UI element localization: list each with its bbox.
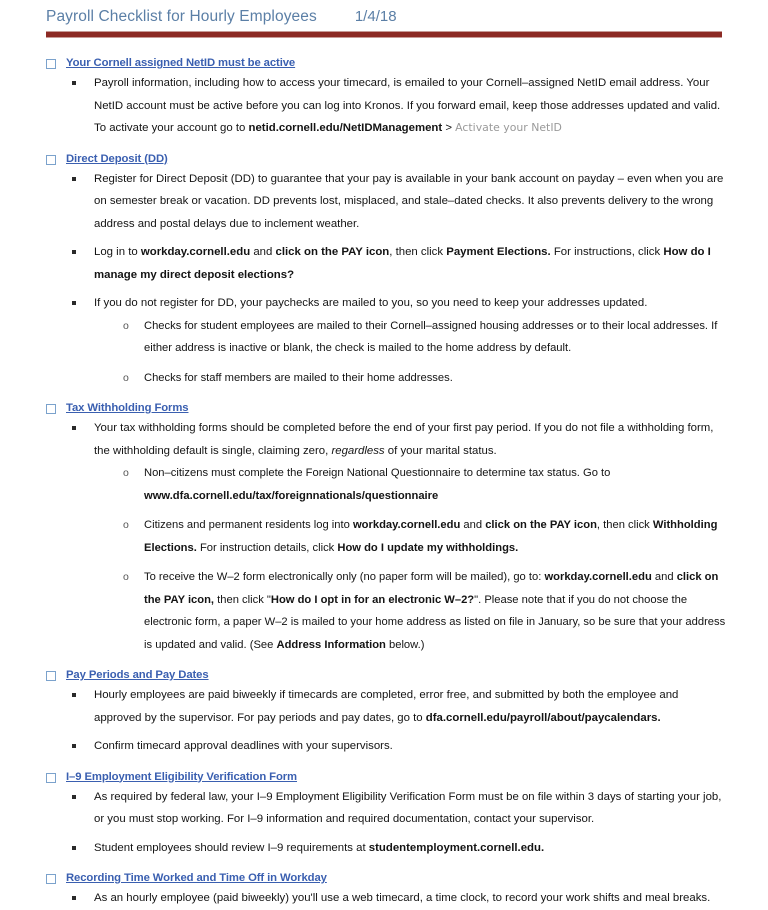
bullet-item [72,72,728,140]
bullet-item [72,168,728,236]
section-header-netid [40,56,728,71]
checklist-section-i9-form [40,770,728,860]
bullet-text: If you do not register for DD, your paychecks are mailed to you, so you need to keep your addresses updated. [94,297,648,309]
document-title: Payroll Checklist for Hourly Employees [46,8,317,25]
sub-bullet-list [94,315,728,390]
sub-bullet-text: Non–citizens must complete the Foreign National Questionnaire to determine tax status. Go to www.dfa.cornell.edu/tax/foreignnationals/questionnaire [144,467,611,502]
bullet-list-i9-form [40,786,728,860]
section-header-tax-withholding [40,401,728,416]
document-header [0,0,768,26]
bullet-item [72,735,728,758]
checklist-body [0,38,768,910]
checklist-section-netid [40,56,728,140]
bullet-item [72,786,728,831]
section-title-recording-time[interactable]: Recording Time Worked and Time Off in Workday [66,872,327,884]
bullet-list-tax-withholding [40,417,728,656]
checkbox-i9-form[interactable] [46,773,56,783]
section-title-i9-form[interactable]: I–9 Employment Eligibility Verification Form [66,770,298,783]
section-header-i9-form [40,770,728,785]
bullet-text: Your tax withholding forms should be completed before the end of your first pay period. If you do not file a withholding form, the withholding default is single, claiming zero, regardless of your marital status. [94,422,714,457]
sub-bullet-item [122,367,728,390]
bullet-list-direct-deposit [40,168,728,390]
checkbox-netid[interactable] [46,59,56,69]
checkbox-pay-periods[interactable] [46,671,56,681]
section-title-pay-periods[interactable]: Pay Periods and Pay Dates [66,669,209,681]
bullet-text: Register for Direct Deposit (DD) to guarantee that your pay is available in your bank account on payday – even when you are on semester break or vacation. DD prevents lost, misplaced, and stale–dated checks. It also prevents delivery to the wrong address and postal delays due to inclement weather. [94,172,724,230]
bullet-item [72,292,728,389]
bullet-item [72,837,728,860]
document-date: 1/4/18 [354,8,397,25]
bullet-text: Hourly employees are paid biweekly if timecards are completed, error free, and submitted by both the employee and approved by the supervisor. For pay periods and pay dates, go to dfa.cornell.edu/payroll/about/paycalendars. [94,689,679,724]
bullet-item [72,887,728,910]
bullet-text: As an hourly employee (paid biweekly) you'll use a web timecard, a time clock, to record your work shifts and meal breaks. [94,892,711,904]
bullet-item [72,241,728,286]
bullet-list-pay-periods [40,684,728,758]
bullet-text: Student employees should review I–9 requirements at studentemployment.cornell.edu. [94,841,545,854]
sub-bullet-text: Checks for student employees are mailed to their Cornell–assigned housing addresses or to their local addresses. If either address is inactive or blank, the check is mailed to the home address by default. [144,319,718,354]
checklist-sections [40,56,728,910]
checkbox-direct-deposit[interactable] [46,155,56,165]
section-title-direct-deposit[interactable]: Direct Deposit (DD) [66,152,168,165]
checklist-section-direct-deposit [40,152,728,390]
bullet-item [72,417,728,656]
bullet-text: As required by federal law, your I–9 Employment Eligibility Verification Form must be on file within 3 days of starting your job, or you must stop working. For I–9 information and required documentation, contact your supervisor. [94,790,722,825]
section-header-direct-deposit [40,152,728,167]
section-title-netid[interactable]: Your Cornell assigned NetID must be active [66,57,296,69]
bullet-list-netid [40,72,728,140]
sub-bullet-text: Citizens and permanent residents log into workday.cornell.edu and click on the PAY icon, then click Withholding Elections. For instruction details, click How do I update my withholdings. [144,519,718,554]
sub-bullet-item [122,315,728,360]
checkbox-recording-time[interactable] [46,874,56,884]
sub-bullet-item [122,566,728,656]
bullet-text: Confirm timecard approval deadlines with your supervisors. [94,740,393,752]
sub-bullet-list [94,462,728,656]
bullet-item [72,684,728,729]
checklist-section-tax-withholding [40,401,728,656]
sub-bullet-text: Checks for staff members are mailed to their home addresses. [144,371,453,384]
checklist-section-recording-time [40,871,728,910]
sub-bullet-item [122,462,728,507]
document-header-row [46,8,722,26]
bullet-text: Log in to workday.cornell.edu and click on the PAY icon, then click Payment Elections. For instructions, click How do I manage my direct deposit elections? [94,246,711,281]
header-divider-rule [46,31,722,38]
sub-bullet-item [122,514,728,559]
bullet-list-recording-time [40,887,728,910]
section-title-tax-withholding[interactable]: Tax Withholding Forms [66,402,189,414]
section-header-pay-periods [40,668,728,683]
sub-bullet-text: To receive the W–2 form electronically only (no paper form will be mailed), go to: workday.cornell.edu and click on the PAY icon, then click "How do I opt in for an electronic W–2?". Please note that if you do not choose the electronic form, a paper W–2 is mailed to your home address as listed on file in January, so be sure that your address is updated and valid. (See Address Information below.) [144,571,726,651]
checkbox-tax-withholding[interactable] [46,404,56,414]
bullet-text: Payroll information, including how to access your timecard, is emailed to your Cornell–assigned NetID email address. Your NetID account must be active before you can log into Kronos. If you forward email, keep those addresses updated and valid. To activate your account go to netid.cornell.edu/NetIDManagement > Activate your NetID [94,77,724,134]
checklist-section-pay-periods [40,668,728,758]
